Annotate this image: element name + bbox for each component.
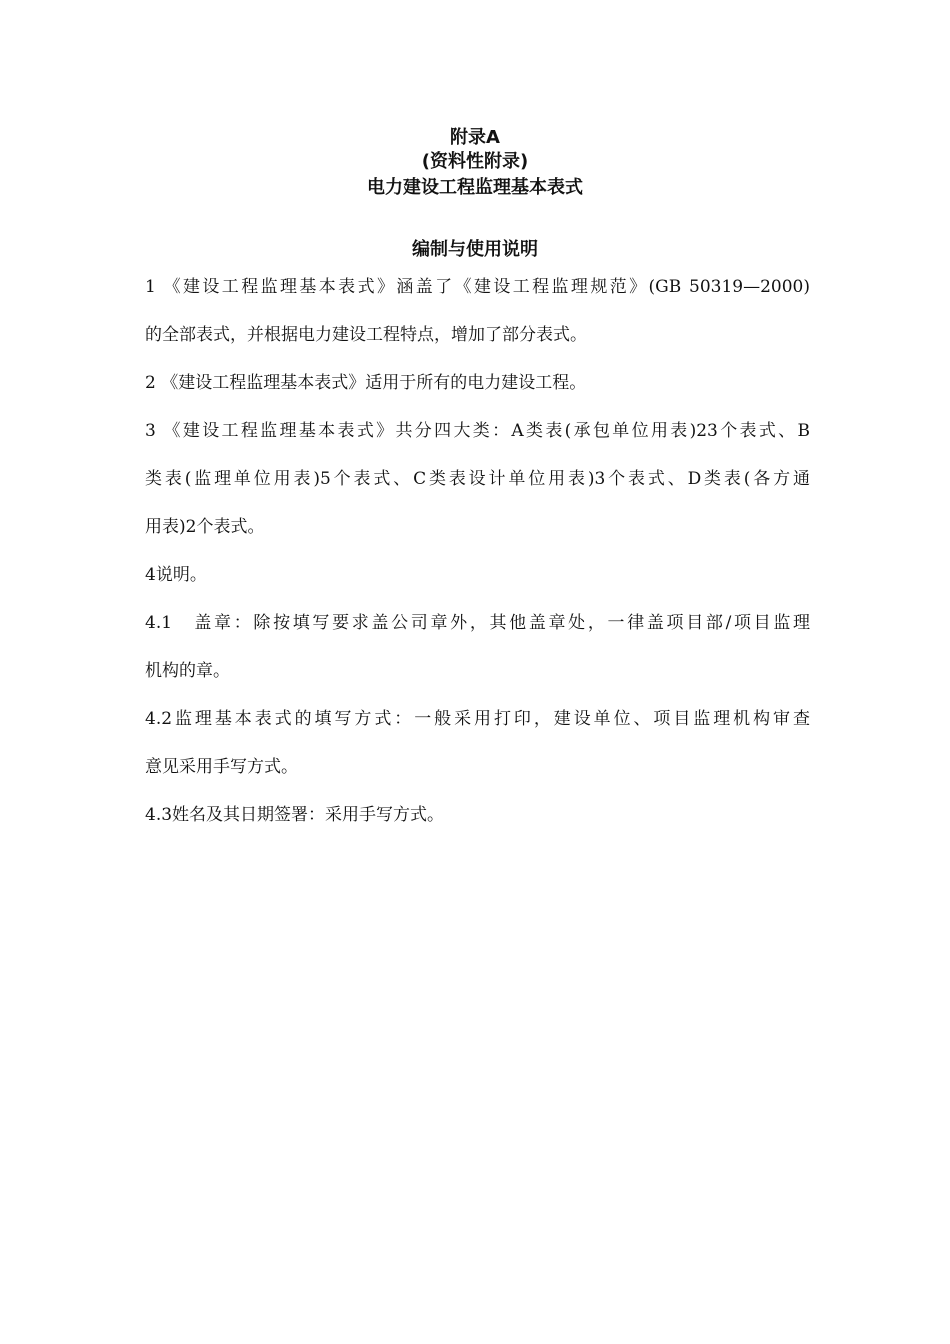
section-title: 编制与使用说明 [412, 239, 538, 260]
paragraph-4-3: 4.3姓名及其日期签署：采用手写方式。 [145, 805, 445, 825]
paragraph-3-line-1: 3 《建设工程监理基本表式》共分四大类：A类表(承包单位用表)23个表式、B [145, 421, 810, 441]
paragraph-4-1-line-1: 4.1 盖章：除按填写要求盖公司章外，其他盖章处，一律盖项目部/项目监理 [145, 613, 810, 633]
paragraph-1-line-1: 1 《建设工程监理基本表式》涵盖了《建设工程监理规范》(GB 50319—2000) [145, 277, 810, 297]
paragraph-1-line-2: 的全部表式，并根据电力建设工程特点，增加了部分表式。 [145, 325, 587, 345]
paragraph-2: 2 《建设工程监理基本表式》适用于所有的电力建设工程。 [145, 373, 587, 393]
paragraph-3-line-2: 类表(监理单位用表)5个表式、C类表设计单位用表)3个表式、D类表(各方通 [145, 469, 810, 489]
paragraph-4-2-line-1: 4.2监理基本表式的填写方式：一般采用打印，建设单位、项目监理机构审查 [145, 709, 810, 729]
paragraph-4-2-line-2: 意见采用手写方式。 [145, 757, 298, 777]
appendix-label: 附录A [450, 127, 500, 148]
document-title: 电力建设工程监理基本表式 [367, 177, 583, 198]
appendix-type: (资料性附录) [421, 151, 529, 172]
paragraph-4: 4说明。 [145, 565, 207, 585]
paragraph-4-1-line-2: 机构的章。 [145, 661, 230, 681]
body-text [145, 263, 810, 839]
paragraph-3-line-3: 用表)2个表式。 [145, 517, 265, 537]
